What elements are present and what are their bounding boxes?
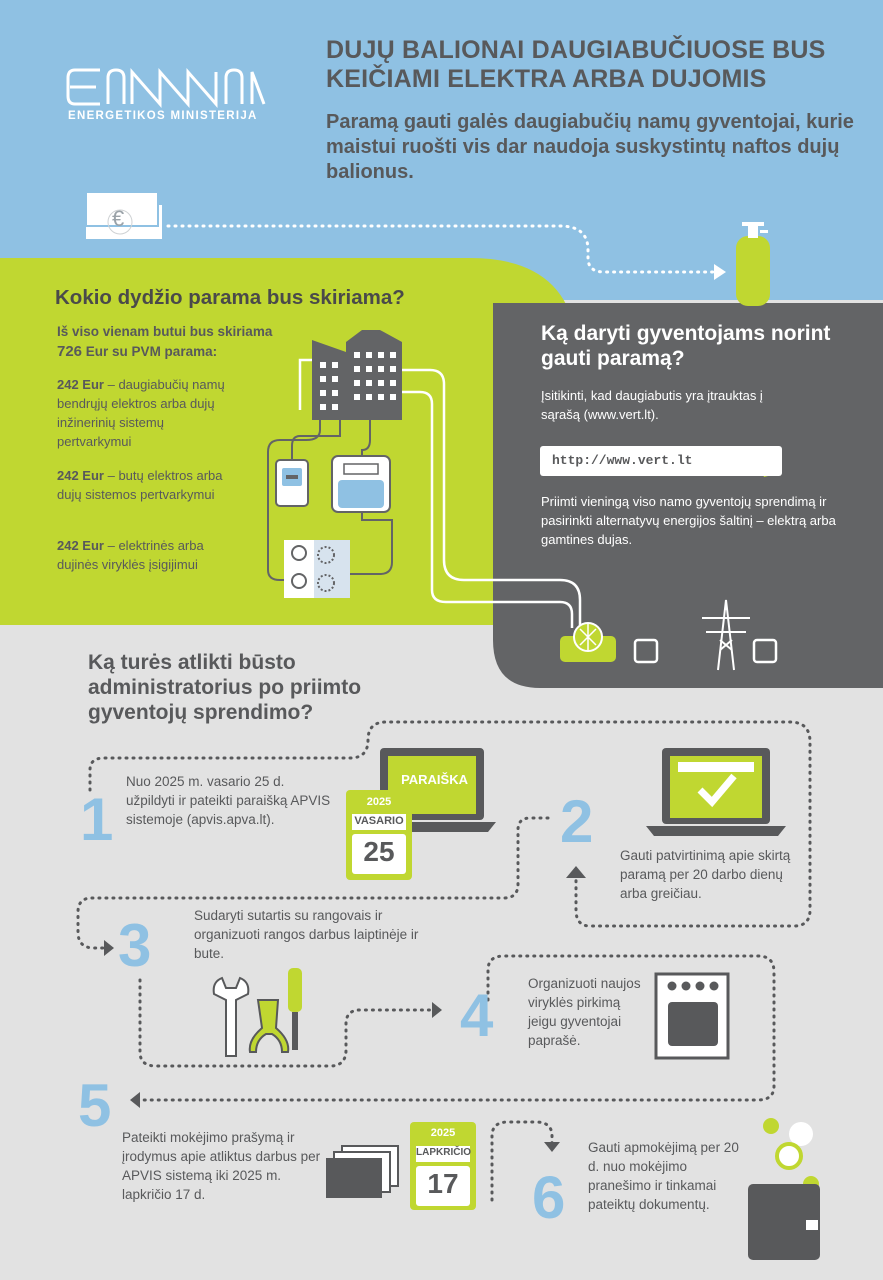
laptop-approved-icon — [646, 748, 786, 836]
cal1-month: VASARIO — [354, 815, 404, 827]
step-number-6: 6 — [532, 1164, 566, 1231]
gas-meter-icon — [332, 456, 390, 512]
step-number-2: 2 — [560, 788, 594, 855]
step-text-4: Organizuoti naujos viryklės pirkimą jeigu gyventojai paprašė. — [528, 976, 641, 1048]
total-line-2: Eur su PVM parama: — [85, 344, 218, 359]
cal2-month: LAPKRIČIO — [416, 1147, 471, 1158]
cal2-day: 17 — [427, 1168, 459, 1199]
support-item-text: – elektrinės arba dujinės viryklės įsigijimui — [57, 538, 204, 572]
total-amount: 726 — [57, 343, 83, 360]
step-number-1: 1 — [80, 786, 114, 853]
support-item-amount: 242 Eur — [57, 468, 104, 483]
step-text-6: Gauti apmokėjimą per 20 d. nuo mokėjimo pranešimo ir tinkamai pateiktų dokumentų. — [588, 1140, 739, 1212]
step-text-2: Gauti patvirtinimą apie skirtą paramą per 20 darbo dienų arba greičiau. — [620, 848, 791, 901]
admin-heading: Ką turės atlikti būsto administratorius po priimto gyventojų sprendimo? — [88, 651, 362, 724]
support-item-1 — [57, 375, 237, 451]
step-text-3: Sudaryti sutartis su rangovais ir organizuoti rangos darbus laiptinėje ir bute. — [194, 908, 419, 961]
cal1-year: 2025 — [366, 796, 392, 808]
new-stove-icon — [656, 974, 728, 1058]
step-number-4: 4 — [460, 982, 494, 1049]
step-text-1: Nuo 2025 m. vasario 25 d. užpildyti ir pateikti paraišką APVIS sistemoje (apvis.apva.lt). — [126, 774, 331, 827]
vert-link[interactable]: http://www.vert.lt — [552, 453, 693, 468]
residents-step-2: Priimti vieningą viso namo gyventojų sprendimą ir pasirinkti alternatyvų energijos šaltinį – elektrą arba gamtines dujas. — [541, 494, 836, 547]
page-subtitle: Paramą gauti galės daugiabučių namų gyventojai, kurie maistui ruošti vis dar naudoja suskystintų naftos dujų balionus. — [326, 111, 854, 183]
page-title: DUJŲ BALIONAI DAUGIABUČIUOSE BUS KEIČIAMI ELEKTRA ARBA DUJOMIS — [326, 36, 826, 93]
support-item-text: – butų elektros arba dujų sistemos pertvarkymui — [57, 468, 223, 502]
support-item-2 — [57, 466, 237, 504]
cal1-day: 25 — [363, 836, 395, 867]
stove-icon — [284, 540, 350, 598]
total-line-1: Iš viso vienam butui bus skiriama — [57, 324, 273, 339]
euro-icon: € — [112, 206, 125, 231]
documents-icon — [326, 1146, 398, 1198]
support-item-amount: 242 Eur — [57, 538, 104, 553]
step-text-5: Pateikti mokėjimo prašymą ir įrodymus apie atliktus darbus per APVIS sistemą iki 2025 m. lapkričio 17 d. — [122, 1130, 321, 1202]
residents-step-1: Įsitikinti, kad daugiabutis yra įtrauktas į sąrašą (www.vert.lt). — [541, 388, 763, 422]
residents-heading: Ką daryti gyventojams norint gauti paramą? — [541, 322, 831, 370]
step-number-5: 5 — [78, 1072, 112, 1139]
support-total — [57, 322, 307, 362]
electric-meter-icon — [276, 460, 308, 506]
cal2-year: 2025 — [430, 1127, 456, 1139]
support-item-3 — [57, 536, 237, 574]
logo-name: ENERGETIKOS MINISTERIJA — [68, 110, 258, 122]
support-heading: Kokio dydžio parama bus skiriama? — [55, 286, 405, 309]
support-item-amount: 242 Eur — [57, 377, 104, 392]
step-number-3: 3 — [118, 912, 152, 979]
support-item-text: – daugiabučių namų bendrųjų elektros arba dujų inžinerinių sistemų pertvarkymui — [57, 377, 225, 449]
laptop-label: PARAIŠKA — [401, 772, 468, 787]
